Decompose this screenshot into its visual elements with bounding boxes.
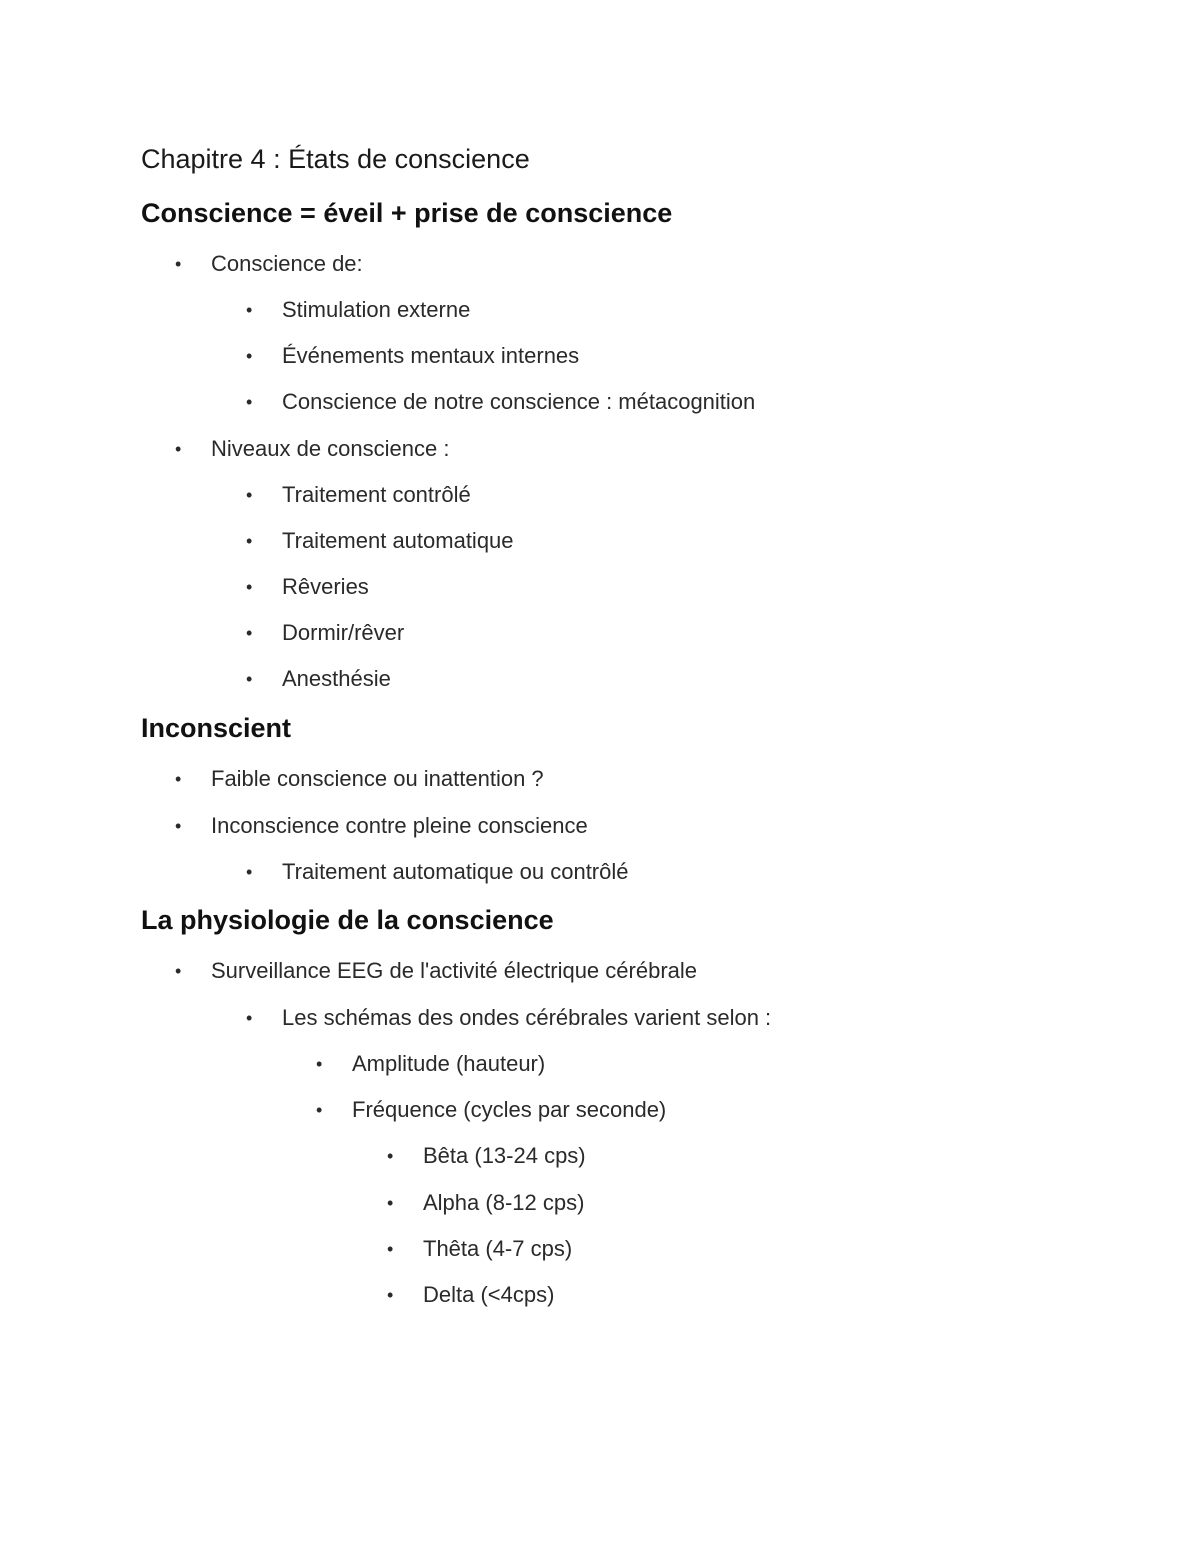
- bullet-icon: •: [246, 485, 253, 505]
- list-item-text: Événements mentaux internes: [282, 343, 580, 368]
- list-item-text: Delta (<4cps): [423, 1282, 555, 1307]
- section-heading-physiologie: La physiologie de la conscience: [141, 905, 554, 935]
- page-title: Chapitre 4 : États de conscience: [141, 144, 530, 174]
- list-item-text: Faible conscience ou inattention ?: [211, 766, 544, 791]
- list-item-text: Alpha (8-12 cps): [423, 1190, 585, 1215]
- bullet-icon: •: [246, 300, 253, 320]
- list-item-text: Thêta (4-7 cps): [423, 1236, 573, 1261]
- bullet-icon: •: [246, 1008, 253, 1028]
- list-item-text: Conscience de:: [211, 251, 363, 276]
- list-item-text: Les schémas des ondes cérébrales varient selon :: [282, 1005, 772, 1030]
- list-item-text: Conscience de notre conscience : métacognition: [282, 389, 756, 414]
- bullet-icon: •: [246, 392, 253, 412]
- bullet-icon: •: [246, 531, 253, 551]
- list-item-text: Rêveries: [282, 574, 369, 599]
- bullet-icon: •: [316, 1054, 323, 1074]
- list-item-text: Traitement contrôlé: [282, 482, 471, 507]
- bullet-icon: •: [387, 1193, 394, 1213]
- bullet-icon: •: [387, 1146, 394, 1166]
- bullet-icon: •: [175, 961, 182, 981]
- bullet-icon: •: [175, 769, 182, 789]
- list-item-text: Amplitude (hauteur): [352, 1051, 546, 1076]
- section-heading-inconscient: Inconscient: [141, 713, 292, 743]
- section-heading-conscience: Conscience = éveil + prise de conscience: [141, 198, 673, 228]
- bullet-icon: •: [387, 1239, 394, 1259]
- bullet-icon: •: [175, 439, 182, 459]
- list-item-text: Niveaux de conscience :: [211, 436, 450, 461]
- bullet-icon: •: [175, 816, 182, 836]
- bullet-icon: •: [175, 254, 182, 274]
- bullet-icon: •: [246, 346, 253, 366]
- bullet-icon: •: [246, 623, 253, 643]
- list-item-text: Fréquence (cycles par seconde): [352, 1097, 667, 1122]
- list-item-text: Surveillance EEG de l'activité électrique cérébrale: [211, 958, 697, 983]
- bullet-icon: •: [246, 862, 253, 882]
- list-item-text: Stimulation externe: [282, 297, 471, 322]
- list-item-text: Inconscience contre pleine conscience: [211, 813, 588, 838]
- bullet-icon: •: [387, 1285, 394, 1305]
- list-item-text: Dormir/rêver: [282, 620, 405, 645]
- bullet-icon: •: [246, 577, 253, 597]
- list-item-text: Traitement automatique ou contrôlé: [282, 859, 629, 884]
- list-item-text: Traitement automatique: [282, 528, 514, 553]
- list-item-text: Anesthésie: [282, 666, 391, 691]
- list-item-text: Bêta (13-24 cps): [423, 1143, 586, 1168]
- bullet-icon: •: [246, 669, 253, 689]
- bullet-icon: •: [316, 1100, 323, 1120]
